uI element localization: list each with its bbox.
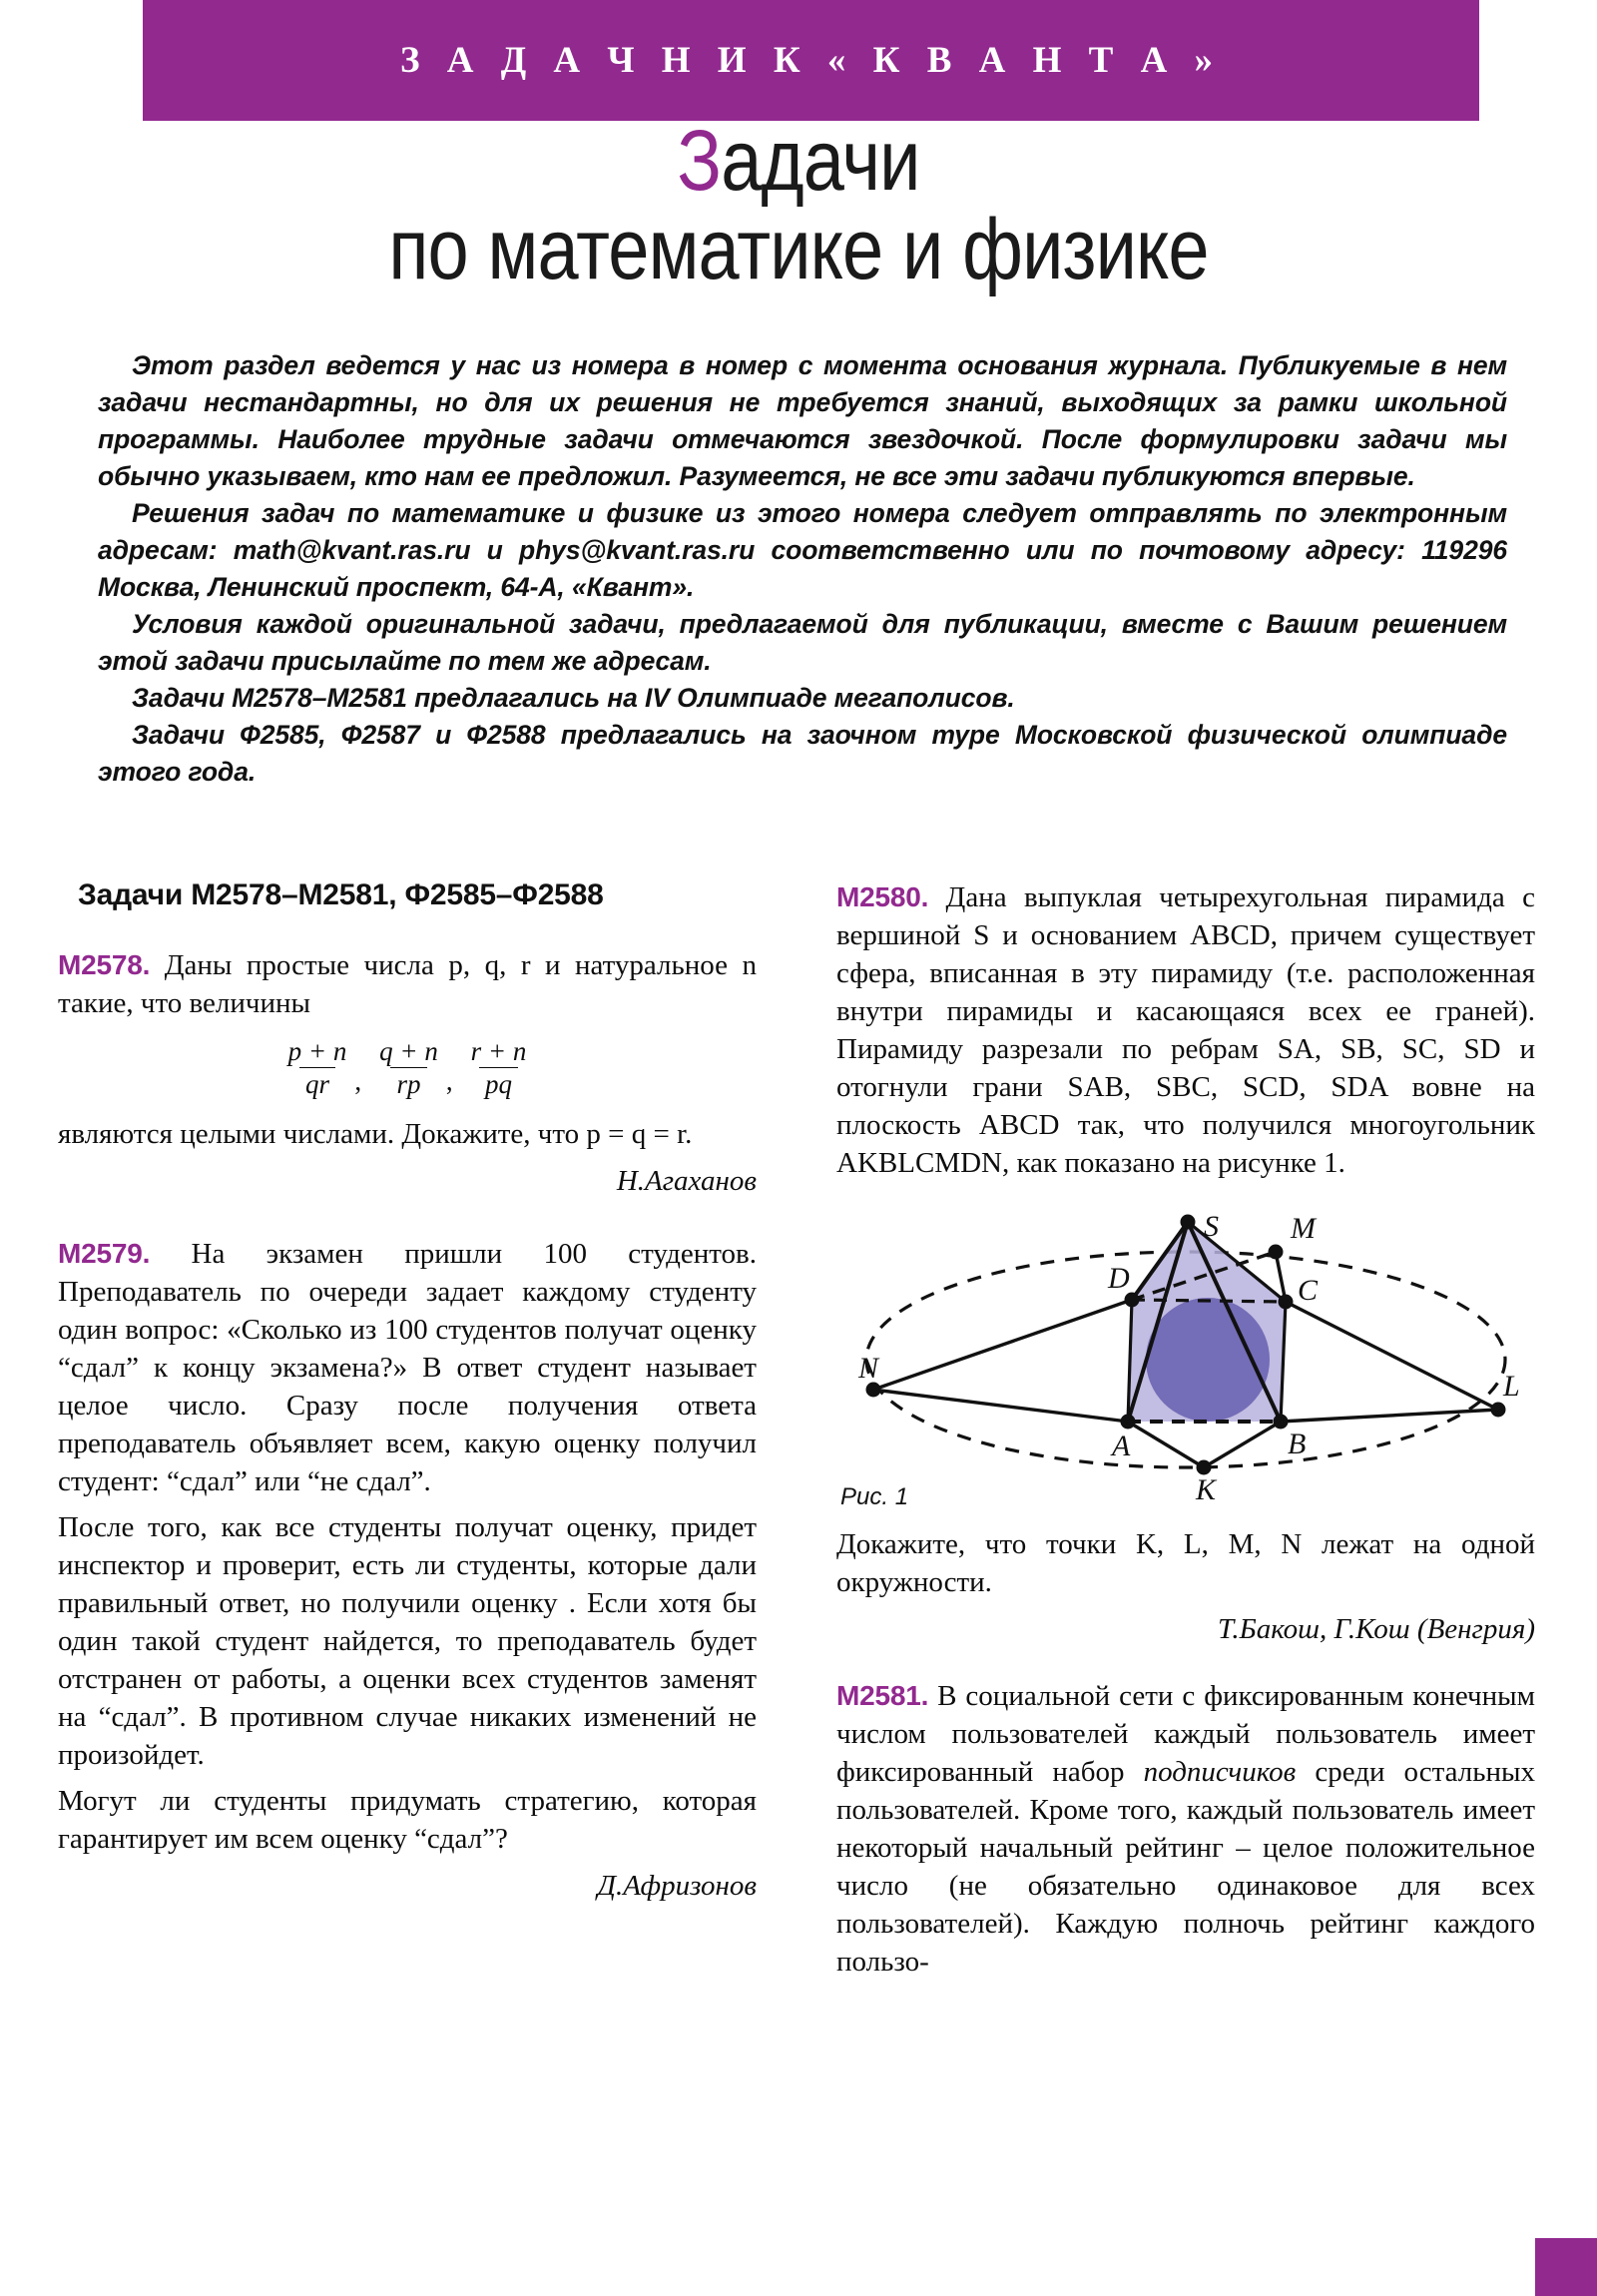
page-corner-tab bbox=[1535, 2238, 1597, 2296]
formula-separator-1: , bbox=[354, 1066, 362, 1097]
edge-b-k bbox=[1204, 1422, 1281, 1467]
problem-m2581 bbox=[836, 1677, 1535, 1981]
problem-m2581-text-b: среди остальных пользователей. Кроме того, каждый пользователь имеет некоторый начальный рейтинг – целое положительное число (не обязательно одинаковое для всех пользователей). Каждую полночь рейтинг каждого пользо- bbox=[836, 1756, 1535, 1978]
vertex-l bbox=[1491, 1403, 1506, 1418]
problem-m2578-author: Н.Агаханов bbox=[616, 1165, 757, 1198]
intro-paragraph-2: Решения задач по математике и физике из этого номера следует отправлять по электронным адресам: math@kvant.ras.ru и phys@kvant.ras.ru соответственно или по почтовому адресу: 119296 Москва, Ленинский проспект, 64-А, «Квант». bbox=[98, 498, 1507, 602]
page-title bbox=[0, 113, 1597, 297]
fraction-2 bbox=[373, 1036, 444, 1099]
section-header-band bbox=[143, 0, 1479, 121]
fraction-2-denominator: rp bbox=[390, 1067, 426, 1099]
problem-m2578 bbox=[58, 946, 757, 1022]
section-header-title: З А Д А Ч Н И К « К В А Н Т А » bbox=[399, 40, 1223, 81]
problem-m2580-paragraph-1: Дана выпуклая четырехугольная пирамида с вершиной S и основанием ABCD, причем существует сфера, вписанная в эту пирамиду (т.е. расположенная внутри пирамиды и касающаяся всех ее граней). Пирамиду разрезали по ребрам SA, SB, SC, SD и отогнули грани SAB, SBC, SCD, SDA вовне на плоскость ABCD так, что получился многоугольник AKBLCMDN, как показано на рисунке 1. bbox=[836, 881, 1535, 1179]
problem-id-m2579: M2579. bbox=[58, 1238, 151, 1270]
vertex-a bbox=[1121, 1415, 1136, 1430]
figure-1-pyramid-diagram bbox=[836, 1200, 1535, 1519]
fraction-2-numerator: q + n bbox=[379, 1036, 438, 1066]
problem-m2579-paragraph-3: Могут ли студенты придумать стратегию, которая гарантирует им всем оценку “сдал”? bbox=[58, 1785, 757, 1856]
figure-1-svg bbox=[836, 1200, 1535, 1519]
intro-block bbox=[98, 347, 1507, 791]
label-s: S bbox=[1204, 1210, 1219, 1243]
label-c: C bbox=[1298, 1274, 1319, 1307]
fraction-1 bbox=[282, 1036, 353, 1099]
intro-paragraph-5: Задачи Ф2585, Ф2587 и Ф2588 предлагались на заочном туре Московской физической олимпиаде этого года. bbox=[98, 720, 1507, 787]
edge-d-n bbox=[873, 1300, 1132, 1390]
left-column bbox=[58, 878, 757, 1906]
fraction-1-numerator: p + n bbox=[287, 1036, 347, 1066]
vertex-s bbox=[1181, 1215, 1196, 1230]
problem-id-m2578: M2578. bbox=[58, 949, 151, 980]
page-title-line1 bbox=[112, 113, 1485, 209]
edge-c-l bbox=[1286, 1302, 1498, 1410]
label-a: A bbox=[1112, 1430, 1131, 1462]
label-l: L bbox=[1503, 1370, 1520, 1403]
label-k: K bbox=[1196, 1473, 1217, 1506]
edge-a-k bbox=[1128, 1422, 1204, 1467]
problem-m2579-paragraph-2: После того, как все студенты получат оценку, придет инспектор и проверит, есть ли студенты, которые дали правильный ответ, но получили оценку . Если хотя бы один такой студент найдется, то преподаватель будет отстранен от работы, а оценки всех студентов заменят на “сдал”. В противном случае никаких изменений не произойдет. bbox=[58, 1511, 757, 1772]
figure-1-caption: Рис. 1 bbox=[840, 1483, 909, 1510]
problem-m2579-paragraph-1: На экзамен пришли 100 студентов. Преподаватель по очереди задает каждому студенту один вопрос: «Сколько из 100 студентов получат оценку “сдал” к концу экзамена?» В ответ студент называет целое число. Сразу после получения ответа преподаватель объявляет всем, какую оценку получил студент: “сдал” или “не сдал”. bbox=[58, 1238, 757, 1498]
page-title-rest: адачи bbox=[721, 113, 920, 209]
vertex-b bbox=[1274, 1415, 1289, 1430]
formula-m2578 bbox=[58, 1036, 757, 1099]
page-title-accent-letter: З bbox=[677, 113, 722, 209]
label-d: D bbox=[1108, 1262, 1130, 1295]
label-m: M bbox=[1291, 1212, 1316, 1245]
problem-m2581-text-a: В социальной сети с фиксированным конечным числом пользователей каждый пользователь имеет фиксированный набор bbox=[836, 1680, 1535, 1788]
problems-section-heading: Задачи М2578–М2581, Ф2585–Ф2588 bbox=[78, 878, 604, 911]
edge-b-l bbox=[1281, 1410, 1498, 1422]
problem-m2580-author: Т.Бакош, Г.Кош (Венгрия) bbox=[1218, 1613, 1535, 1645]
problem-id-m2580: M2580. bbox=[836, 881, 929, 912]
problem-id-m2581: M2581. bbox=[836, 1680, 929, 1711]
intro-paragraph-1: Этот раздел ведется у нас из номера в номер с момента основания журнала. Публикуемые в нем задачи нестандартны, но для их решения не требуется знаний, выходящих за рамки школьной программы. Наиболее трудные задачи отмечаются звездочкой. После формулировки задачи мы обычно указываем, кто нам ее предложил. Разумеется, не все эти задачи публикуются впервые. bbox=[98, 350, 1507, 491]
page-title-line2: по математике и физике bbox=[388, 202, 1209, 297]
intro-paragraph-3: Условия каждой оригинальной задачи, предлагаемой для публикации, вместе с Вашим решением этой задачи присылайте по тем же адресам. bbox=[98, 609, 1507, 676]
vertex-c bbox=[1279, 1295, 1294, 1310]
fraction-3-denominator: pq bbox=[479, 1067, 518, 1099]
fraction-1-denominator: qr bbox=[299, 1067, 335, 1099]
formula-separator-2: , bbox=[445, 1066, 453, 1097]
fraction-3 bbox=[465, 1036, 533, 1099]
vertex-m bbox=[1269, 1245, 1284, 1260]
right-column bbox=[836, 878, 1535, 1989]
problem-m2581-italic-term: подписчиков bbox=[1143, 1756, 1297, 1788]
fraction-3-numerator: r + n bbox=[470, 1036, 527, 1066]
problem-m2580 bbox=[836, 878, 1535, 1182]
label-n: N bbox=[858, 1352, 879, 1385]
problem-m2579-author: Д.Афризонов bbox=[597, 1870, 757, 1903]
label-b: B bbox=[1288, 1428, 1307, 1460]
problem-m2579 bbox=[58, 1235, 757, 1500]
intro-paragraph-4: Задачи М2578–М2581 предлагались на IV Олимпиаде мегаполисов. bbox=[132, 683, 1015, 713]
problem-m2578-intro-text: Даны простые числа p, q, r и натуральное n такие, что величины bbox=[58, 949, 757, 1019]
problem-m2580-paragraph-2: Докажите, что точки K, L, M, N лежат на одной окружности. bbox=[836, 1528, 1535, 1598]
problem-m2578-conclusion: являются целыми числами. Докажите, что p = q = r. bbox=[58, 1118, 693, 1151]
